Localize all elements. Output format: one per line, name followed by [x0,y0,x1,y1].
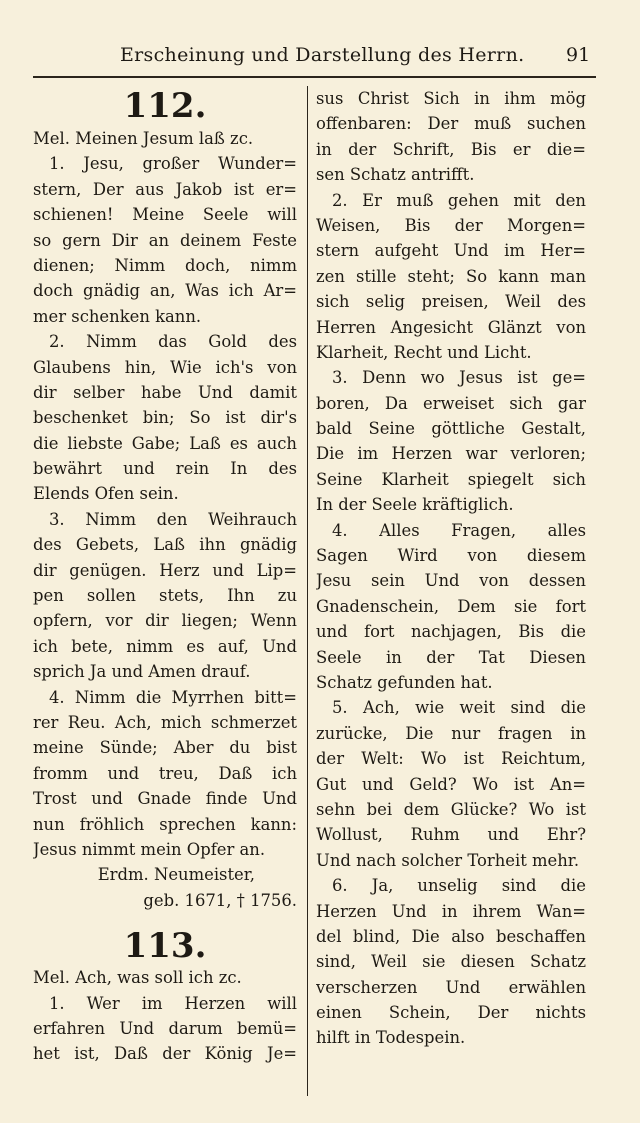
text-line: Trost und Gnade finde Und [33,789,297,809]
text-line: In der Seele kräftiglich. [316,495,514,515]
text-line: 1. Wer im Herzen will [49,993,297,1013]
text-line: Seine Klarheit spiegelt sich [316,469,586,489]
text-line: Herren Angesicht Glänzt von [316,317,586,337]
text-line: offenbaren: Der muß suchen [316,114,586,134]
text-line: dir genügen. Herz und Lip= [33,560,297,580]
text-line: 2. Er muß gehen mit den [332,190,586,210]
text-line: so gern Dir an deinem Feste [33,230,297,250]
text-line: Gnadenschein, Dem sie fort [316,596,586,616]
text-line: del blind, Die also beschaffen [316,926,586,946]
text-line: in der Schrift, Bis er die= [316,139,586,159]
text-line: Klarheit, Recht und Licht. [316,342,532,362]
text-line: Weisen, Bis der Morgen= [316,215,586,235]
text-line: 6. Ja, unselig sind die [332,876,586,896]
text-line: 4. Nimm die Myrrhen bitt= [49,687,297,707]
text-line: und fort nachjagen, Bis die [316,622,586,642]
page-header [0,0,640,80]
text-line: Seele in der Tat Diesen [316,647,586,667]
text-line: mer schenken kann. [33,306,202,326]
text-line: sind, Weil sie diesen Schatz [316,952,586,972]
text-line: zen stille steht; So kann man [316,266,586,286]
text-line: fromm und treu, Daß ich [33,763,297,783]
text-line: sus Christ Sich in ihm mög [316,89,586,108]
hymn-number-113: 113. [123,926,207,967]
text-line: 3. Denn wo Jesus ist ge= [332,368,586,388]
text-line: Schatz gefunden hat. [316,672,493,692]
text-line: sich selig preisen, Weil des [316,292,586,312]
left-column [33,86,297,1067]
text-line: schienen! Meine Seele will [33,205,297,225]
text-line: zurücke, Die nur fragen in [316,723,586,743]
text-line: verscherzen Und erwählen [316,977,586,997]
text-line: ich bete, nimm es auf, Und [33,636,297,656]
text-line: doch gnädig an, Was ich Ar= [33,281,297,301]
text-line: sen Schatz antrifft. [316,165,475,185]
text-line: Elends Ofen sein. [33,484,179,504]
text-line: 5. Ach, wie weit sind die [332,698,586,718]
text-line: Gut und Geld? Wo ist An= [316,774,586,794]
hymn-number-112: 112. [123,86,207,126]
text-line: pen sollen stets, Ihn zu [33,586,297,606]
text-line: Jesus nimmt mein Opfer an. [33,839,266,859]
page-number: 91 [566,44,591,66]
text-line: dir selber habe Und damit [33,382,297,402]
text-line: stern aufgeht Und im Her= [316,241,586,261]
text-line: 2. Nimm das Gold des [49,332,297,352]
text-line: dienen; Nimm doch, nimm [33,255,297,275]
text-line: meine Sünde; Aber du bist [33,738,297,758]
text-line: Herzen Und in ihrem Wan= [316,901,586,921]
text-line: des Gebets, Laß ihn gnädig [33,535,297,555]
right-column [316,86,586,1051]
text-line: der Welt: Wo ist Reichtum, [316,749,586,769]
hymn-112-text [33,151,297,862]
melody-line-113: Mel. Ach, was soll ich zc. [33,968,242,988]
running-title: Erscheinung und Darstellung des Herrn. [120,44,525,66]
text-line: 3. Nimm den Weihrauch [49,509,297,529]
text-line: 4. Alles Fragen, alles [332,520,586,540]
text-line: erfahren Und darum bemü= [33,1018,297,1038]
text-line: die liebste Gabe; Laß es auch [33,433,297,453]
melody-line-112: Mel. Meinen Jesum laß zc. [33,129,254,148]
hymn-112-dates: geb. 1671, † 1756. [143,890,297,910]
text-line: beschenket bin; So ist dir's [33,408,297,428]
text-line: sehn bei dem Glücke? Wo ist [316,799,586,819]
text-line: nun fröhlich sprechen kann: [33,814,297,834]
text-line: boren, Da erweiset sich gar [316,393,586,413]
text-line: Die im Herzen war verloren; [316,444,586,464]
text-line: het ist, Daß der König Je= [33,1044,297,1064]
text-line: hilft in Todespein. [316,1028,466,1048]
text-line: bald Seine göttliche Gestalt, [316,419,586,439]
hymn-113-text [33,991,297,1067]
text-line: rer Reu. Ach, mich schmerzet [33,712,297,732]
text-line: bewährt und rein In des [33,459,297,479]
text-line: stern, Der aus Jakob ist er= [33,179,297,199]
header-rule [33,76,596,78]
hymn-113-continued-text [316,86,586,1051]
column-divider [307,86,308,1096]
text-line: sprich Ja und Amen drauf. [33,662,251,682]
text-line: opfern, vor dir liegen; Wenn [33,611,297,631]
text-line: Jesu sein Und von dessen [316,571,586,591]
hymn-112-author: Erdm. Neumeister, [97,865,255,885]
text-line: einen Schein, Der nichts [316,1003,586,1023]
text-line: 1. Jesu, großer Wunder= [49,154,297,174]
text-line: Sagen Wird von diesem [316,546,586,566]
text-line: Glaubens hin, Wie ich's von [33,357,297,377]
text-line: Und nach solcher Torheit mehr. [316,850,580,870]
text-line: Wollust, Ruhm und Ehr? [316,825,586,845]
